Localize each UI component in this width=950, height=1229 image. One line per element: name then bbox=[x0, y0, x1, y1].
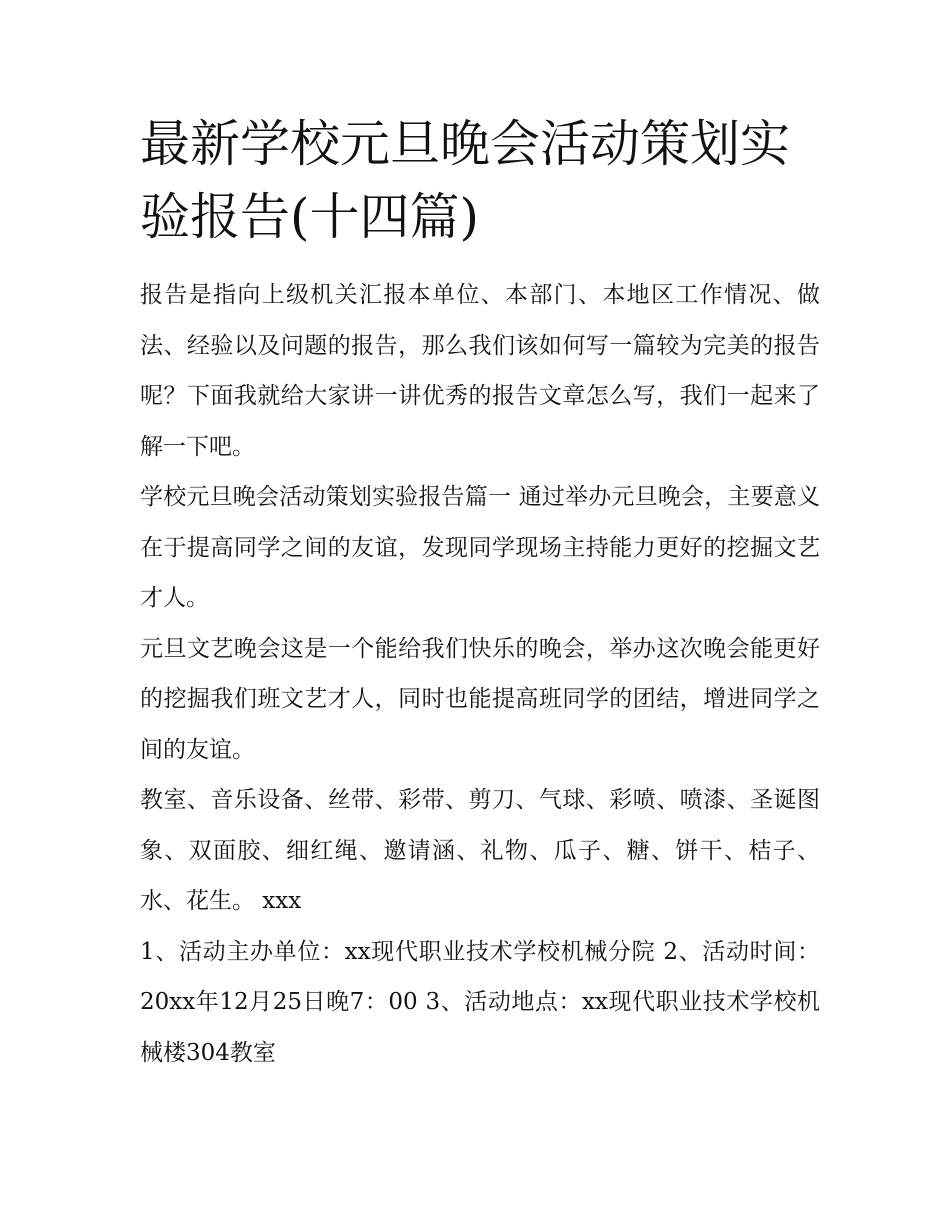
document-page bbox=[140, 108, 820, 1078]
paragraph-purpose: 学校元旦晚会活动策划实验报告篇一 通过举办元旦晚会，主要意义在于提高同学之间的友谊，发现同学现场主持能力更好的挖掘文艺才人。 bbox=[140, 484, 820, 611]
paragraph-significance: 元旦文艺晚会这是一个能给我们快乐的晚会，举办这次晚会能更好的挖掘我们班文艺才人，同时也能提高班同学的团结，增进同学之间的友谊。 bbox=[140, 635, 820, 763]
paragraph-details: 1、活动主办单位：xx现代职业技术学校机械分院 2、活动时间：20xx年12月25日晚7：00 3、活动地点：xx现代职业技术学校机械楼304教室 bbox=[140, 938, 820, 1066]
paragraph-materials: 教室、音乐设备、丝带、彩带、剪刀、气球、彩喷、喷漆、圣诞图象、双面胶、细红绳、邀请涵、礼物、瓜子、糖、饼干、桔子、水、花生。 xxx bbox=[140, 787, 820, 914]
paragraph-intro: 报告是指向上级机关汇报本单位、本部门、本地区工作情况、做法、经验以及问题的报告，那么我们该如何写一篇较为完美的报告呢？下面我就给大家讲一讲优秀的报告文章怎么写，我们一起来了解一下吧。 bbox=[140, 282, 820, 460]
document-title: 最新学校元旦晚会活动策划实验报告(十四篇) bbox=[140, 115, 790, 246]
document-body bbox=[140, 270, 820, 1078]
